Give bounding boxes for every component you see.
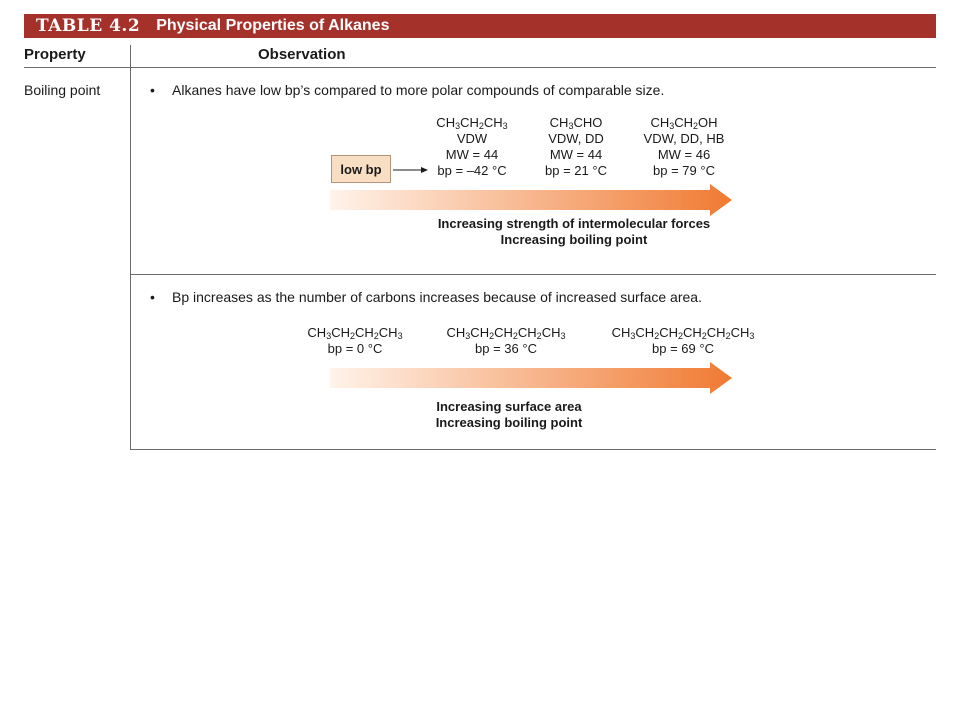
compound-mw: MW = 44 [445,147,499,162]
compound-bp: bp = –42 °C [437,163,507,178]
compound-butane [307,325,402,357]
observation-text-1: Alkanes have low bp’s compared to more polar compounds of comparable size. [172,82,665,98]
arrow-caption-2: Increasing surface area Increasing boiling point [435,399,583,430]
property-boiling-point: Boiling point [24,82,101,98]
gradient-arrow-surface-area-icon [330,362,734,394]
table-number: TABLE 4.2 [36,16,141,36]
bullet-icon: • [150,289,155,305]
compound-formula: $CH_3CH_2CH_2CH_3$ [307,325,403,341]
compound-mw: MW = 44 [549,147,603,162]
compound-bp: bp = 21 °C [545,163,607,178]
compound-formula: $CH_3CH_2CH_3$ [436,115,508,131]
compound-formula: $CH_3CH_2OH$ [650,115,718,131]
compound-forces: VDW [456,131,488,146]
compound-ethanol [644,115,725,179]
low-bp-callout: low bp [331,155,391,183]
compound-bp: bp = 79 °C [653,163,715,178]
compound-formula: $CH_3CH_2CH_2CH_2CH_2CH_3$ [611,325,755,341]
compound-pentane [447,325,566,357]
table-title: Physical Properties of Alkanes [156,17,390,34]
compound-hexane [612,325,755,357]
compound-bp: bp = 0 °C [327,341,383,356]
header-observation: Observation [258,46,346,63]
table-bottom-border [130,449,936,450]
compound-forces: VDW, DD, HB [643,131,725,146]
bullet-icon: • [150,82,155,98]
column-divider [130,45,131,450]
gradient-arrow-intermolecular-icon [330,184,734,216]
pointer-arrow-icon [393,164,429,176]
header-divider [24,67,936,68]
compound-bp: bp = 69 °C [652,341,714,356]
compound-propane [436,115,507,179]
compound-formula: $CH_3CH_2CH_2CH_2CH_3$ [446,325,566,341]
compound-mw: MW = 46 [657,147,711,162]
compound-formula: $CH_3CHO$ [549,115,603,131]
arrow-caption-1: Increasing strength of intermolecular forces Increasing boiling point [437,216,711,247]
table-title-bar [24,14,936,38]
header-property: Property [24,46,86,63]
compound-acetaldehyde [545,115,607,179]
compound-bp: bp = 36 °C [475,341,537,356]
observation-text-2: Bp increases as the number of carbons increases because of increased surface area. [172,289,702,305]
row-divider [130,274,936,275]
compound-forces: VDW, DD [548,131,604,146]
